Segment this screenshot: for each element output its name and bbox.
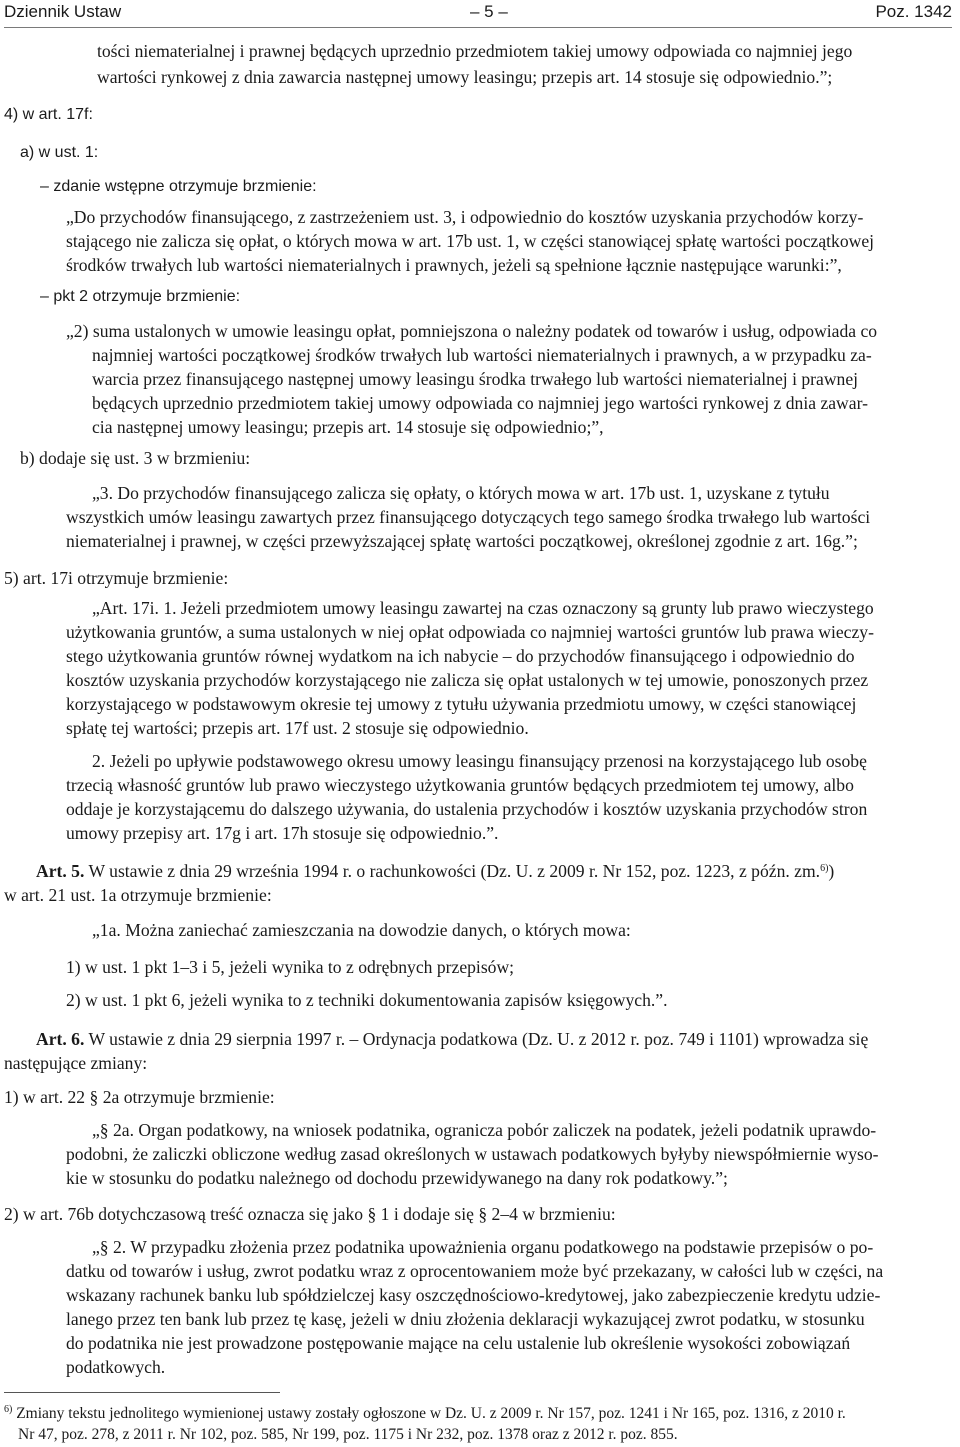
text-line: wskazany rachunek banku lub spółdzielczej kasy oszczędnościowo-kredytowej, jako zabezpieczenie kredytu udzie-: [66, 1285, 881, 1305]
page-header: [4, 2, 952, 26]
journal-title: Dziennik Ustaw: [4, 2, 122, 21]
list-item-heading: – zdanie wstępne otrzymuje brzmienie:: [40, 178, 317, 195]
list-item-heading: a) w ust. 1:: [20, 144, 99, 161]
text-line: „2) suma ustalonych w umowie leasingu opłat, pomniejszona o należny podatek od towarów i usług, odpowiada co: [66, 321, 878, 341]
footnote-mark: 6): [4, 1404, 13, 1415]
text-line: umowy przepisy art. 17g i art. 17h stosuje się odpowiednio.”.: [66, 823, 499, 843]
position-number: Poz. 1342: [875, 2, 952, 21]
article-6-first-line: [36, 1027, 868, 1051]
list-item-heading: 1) w art. 22 § 2a otrzymuje brzmienie:: [4, 1087, 275, 1107]
text-line: „3. Do przychodów finansującego zalicza się opłaty, o których mowa w art. 17b ust. 1, uzyskane z tytułu: [92, 483, 830, 503]
text-line: korzystającego w podstawowym okresie tej umowy z tytułu używania przedmiotu umowy, w części stanowiącej: [66, 694, 857, 714]
article-5-label: Art. 5.: [36, 861, 85, 881]
article-6-text: W ustawie z dnia 29 sierpnia 1997 r. – Ordynacja podatkowa (Dz. U. z 2012 r. poz. 749 i 1101) wprowadza się: [88, 1029, 869, 1049]
text-line: tości niematerialnej i prawnej będących uprzednio przedmiotem takiej umowy odpowiada co najmniej jego: [97, 41, 853, 61]
list-item: 1) w ust. 1 pkt 1–3 i 5, jeżeli wynika to z odrębnych przepisów;: [66, 957, 515, 977]
text-line: trzecią własność gruntów lub prawo wieczystego użytkowania gruntów będących przedmiotem tej umowy, albo: [66, 775, 854, 795]
text-line: kosztów uzyskania przychodów korzystającego nie zalicza się opłat ustalonych w tej umowie, ponoszonych przez: [66, 670, 869, 690]
text-line: „Do przychodów finansującego, z zastrzeżeniem ust. 3, i odpowiednio do kosztów uzyskania przychodów korzy-: [66, 207, 864, 227]
text-line: cia następnej umowy leasingu; przepis art. 14 stosuje się odpowiednio;”,: [92, 417, 604, 437]
text-line: użytkowania gruntów, a suma ustalonych w niej opłat odpowiada co najmniej wartości gruntów lub prawa wieczy-: [66, 622, 874, 642]
footnote-line: [4, 1403, 846, 1425]
text-line: będących uprzednio przedmiotem takiej umowy odpowiada co najmniej jego wartości rynkowej z dnia zawar-: [92, 393, 868, 413]
footnote-reference[interactable]: 6): [820, 863, 829, 874]
list-item: 2) w ust. 1 pkt 6, jeżeli wynika to z techniki dokumentowania zapisów księgowych.”.: [66, 990, 668, 1010]
text-line: środków trwałych lub wartości niematerialnych i prawnych, jeżeli są spełnione łącznie następujące warunki:”,: [66, 255, 842, 275]
text-line: „1a. Można zaniechać zamieszczania na dowodzie danych, o których mowa:: [92, 920, 631, 940]
text-line: datku od towarów i usług, zwrot podatku wraz z oprocentowaniem może być przekazany, w całości lub w części, na: [66, 1261, 884, 1281]
list-item-heading: 5) art. 17i otrzymuje brzmienie:: [4, 568, 229, 588]
text-line: 2. Jeżeli po upływie podstawowego okresu umowy leasingu finansujący przenosi na korzystającego lub osobę: [92, 751, 867, 771]
text-line: stającego nie zalicza się opłat, o których mowa w art. 17b ust. 1, w części stanowiącej spłatę wartości początkowej: [66, 231, 875, 251]
text-line: podatkowych.: [66, 1357, 166, 1377]
footnote-text: Zmiany tekstu jednolitego wymienionej ustawy zostały ogłoszone w Dz. U. z 2009 r. Nr 157, poz. 1241 i Nr 165, poz. 1316, z 2010 r.: [16, 1405, 846, 1422]
text-line: kie w stosunku do podatku należnego od dochodu przewidywanego na dany rok podatkowy.”;: [66, 1168, 728, 1188]
text-line: wszystkich umów leasingu zawartych przez finansującego dotyczących tego samego środka trwałego lub wartości: [66, 507, 871, 527]
text-line: lanego przez ten bank lub przez tę kasę, jeżeli w dniu złożenia deklaracji wykazującej zwrot podatku, w stosunku: [66, 1309, 865, 1329]
header-divider: [4, 27, 952, 28]
text-line: „§ 2a. Organ podatkowy, na wniosek podatnika, ogranicza pobór zaliczek na podatek, jeżeli podatnik uprawdo-: [92, 1120, 877, 1140]
text-line: do podatnika nie jest prowadzone postępowanie mające na celu ustalenie lub określenie wysokości zobowiązań: [66, 1333, 851, 1353]
text-line: oddaje je korzystającemu do dalszego używania, do ustalenia przychodów i kosztów uzyskania przychodów stron: [66, 799, 868, 819]
text-line: najmniej wartości początkowej środków trwałych lub wartości niematerialnych i prawnych, a w przypadku za-: [92, 345, 872, 365]
text-line: spłatę tej wartości; przepis art. 17f ust. 2 stosuje się odpowiednio.: [66, 718, 529, 738]
list-item-heading: – pkt 2 otrzymuje brzmienie:: [40, 288, 241, 305]
text-line: w art. 21 ust. 1a otrzymuje brzmienie:: [4, 885, 272, 905]
footnote-divider: [4, 1392, 280, 1393]
text-line: niematerialnej i prawnej, w części przewyższającej spłatę wartości początkowej, określonej zgodnie z art. 16g.”;: [66, 531, 858, 551]
article-6-label: Art. 6.: [36, 1029, 85, 1049]
closing-paren: ): [828, 861, 835, 881]
text-line: wartości rynkowej z dnia zawarcia następnej umowy leasingu; przepis art. 14 stosuje się odpowiednio.”;: [97, 67, 833, 87]
article-5-first-line: [36, 859, 834, 883]
list-item-heading: b) dodaje się ust. 3 w brzmieniu:: [20, 448, 251, 468]
list-item-heading: 2) w art. 76b dotychczasową treść oznacza się jako § 1 i dodaje się § 2–4 w brzmieniu:: [4, 1204, 616, 1224]
text-line: „§ 2. W przypadku złożenia przez podatnika upoważnienia organu podatkowego na podstawie przepisów o po-: [92, 1237, 874, 1257]
list-item-heading: 4) w art. 17f:: [4, 106, 93, 123]
footnote-line: Nr 47, poz. 278, z 2011 r. Nr 102, poz. 585, Nr 199, poz. 1175 i Nr 232, poz. 1378 oraz z 2012 r. poz. 855.: [18, 1426, 678, 1443]
text-line: „Art. 17i. 1. Jeżeli przedmiotem umowy leasingu zawartej na czas oznaczony są grunty lub prawo wieczystego: [92, 598, 874, 618]
text-line: następujące zmiany:: [4, 1053, 148, 1073]
text-line: warcia przez finansującego następnej umowy leasingu środka trwałego lub wartości niematerialnej i prawnej: [92, 369, 859, 389]
page-number: – 5 –: [470, 2, 508, 21]
text-line: podobni, że zaliczki obliczone według zasad określonych w ustawach podatkowych byłyby niewspółmiernie wyso-: [66, 1144, 879, 1164]
text-line: stego użytkowania gruntów równej wydatkom na ich nabycie – do przychodów finansującego i odpowiednio do: [66, 646, 855, 666]
article-5-text: W ustawie z dnia 29 września 1994 r. o rachunkowości (Dz. U. z 2009 r. Nr 152, poz. 1223, z późn. zm.: [88, 861, 821, 881]
